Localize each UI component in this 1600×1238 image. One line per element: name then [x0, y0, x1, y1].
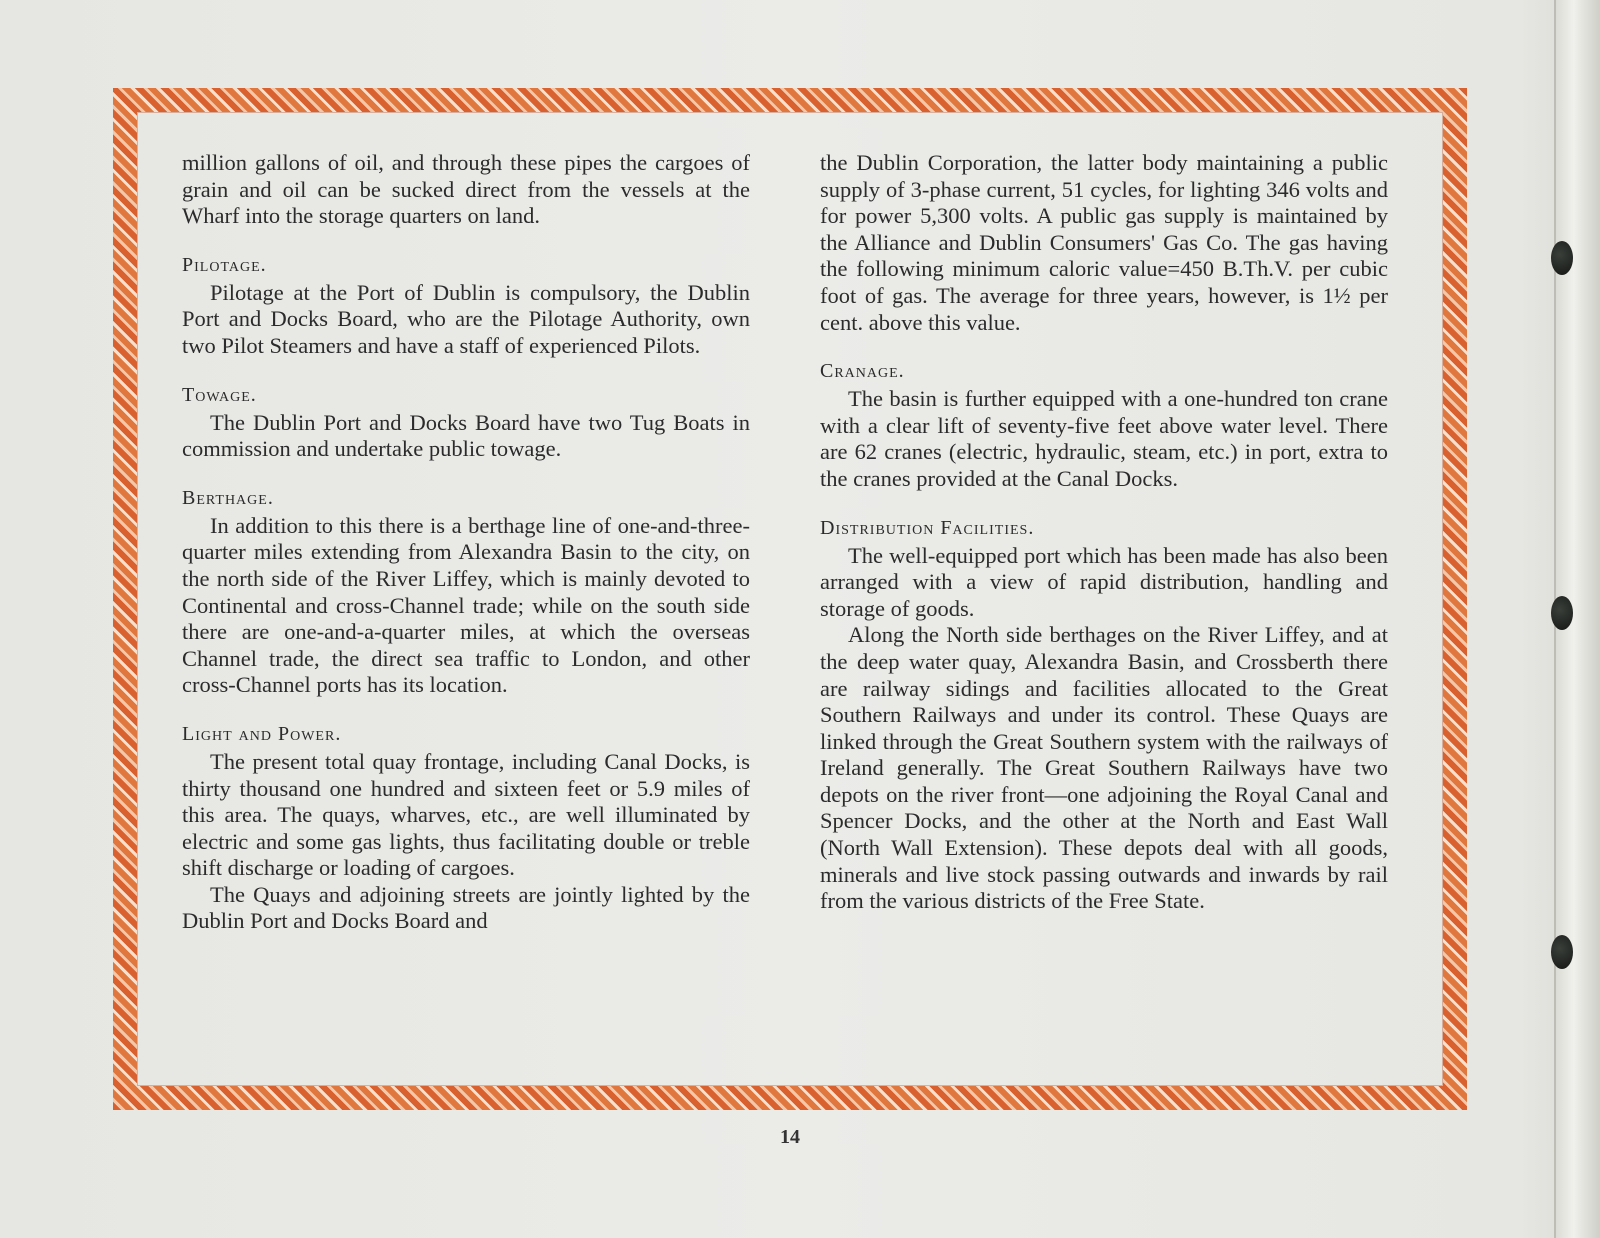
page-number: 14 [780, 1126, 800, 1148]
paragraph-light-2: The Quays and adjoining streets are jointly lighted by the Dublin Port and Docks Board and [182, 881, 750, 934]
heading-distribution: Distribution Facilities. [820, 516, 1035, 539]
heading-pilotage: Pilotage. [182, 253, 267, 276]
heading-light-and-power: Light and Power. [182, 722, 342, 745]
punch-hole-icon [1551, 935, 1573, 969]
paragraph-cranage: The basin is further equipped with a one-hundred ton crane with a clear lift of seventy-five feet above water level. There are 62 cranes (electric, hydraulic, steam, etc.) in port, extra to the cranes provided at the Canal Docks. [820, 386, 1388, 491]
left-column [182, 150, 750, 935]
paragraph-towage: The Dublin Port and Docks Board have two Tug Boats in commission and undertake public towage. [182, 409, 750, 462]
heading-cranage: Cranage. [820, 360, 905, 383]
right-column [820, 150, 1388, 915]
paragraph-intro: million gallons of oil, and through these pipes the cargoes of grain and oil can be sucked direct from the vessels at the Wharf into the storage quarters on land. [182, 150, 750, 229]
paragraph-distribution-1: The well-equipped port which has been made has also been arranged with a view of rapid distribution, handling and storage of goods. [820, 542, 1388, 621]
heading-towage: Towage. [182, 383, 257, 406]
heading-berthage: Berthage. [182, 486, 274, 509]
paragraph-pilotage: Pilotage at the Port of Dublin is compulsory, the Dublin Port and Docks Board, who are the Pilotage Authority, own two Pilot Steamers and have a staff of experienced Pilots. [182, 279, 750, 358]
paragraph-corporation: the Dublin Corporation, the latter body maintaining a public supply of 3-phase current, 51 cycles, for lighting 346 volts and for power 5,300 volts. A public gas supply is maintained by the Alliance and Dublin Consumers' Gas Co. The gas having the following minimum caloric value=450 B.Th.V. per cubic foot of gas. The average for three years, however, is 1½ per cent. above this value. [820, 150, 1388, 335]
paragraph-light-1: The present total quay frontage, including Canal Docks, is thirty thousand one hundred and sixteen feet or 5.9 miles of this area. The quays, wharves, etc., are well illuminated by electric and some gas lights, thus facilitating double or treble shift discharge or loading of cargoes. [182, 748, 750, 881]
punch-hole-icon [1551, 241, 1573, 275]
punch-hole-icon [1551, 596, 1573, 630]
paragraph-berthage: In addition to this there is a berthage line of one-and-three-quarter miles extending from Alexandra Basin to the city, on the north side of the River Liffey, which is mainly devoted to Continental and cross-Channel trade; while on the south side there are one-and-a-quarter miles, at which the overseas Channel trade, the direct sea traffic to London, and other cross-Channel ports has its location. [182, 512, 750, 698]
paragraph-distribution-2: Along the North side berthages on the River Liffey, and at the deep water quay, Alexandra Basin, and Crossberth there are railway sidings and facilities allocated to the Great Southern Railways and under its control. These Quays are linked through the Great Southern system with the railways of Ireland generally. The Great Southern Railways have two depots on the river front—one adjoining the Royal Canal and Spencer Docks, and the other at the North and East Wall (North Wall Extension). These depots deal with all goods, minerals and live stock passing outwards and inwards by rail from the various districts of the Free State. [820, 622, 1388, 914]
